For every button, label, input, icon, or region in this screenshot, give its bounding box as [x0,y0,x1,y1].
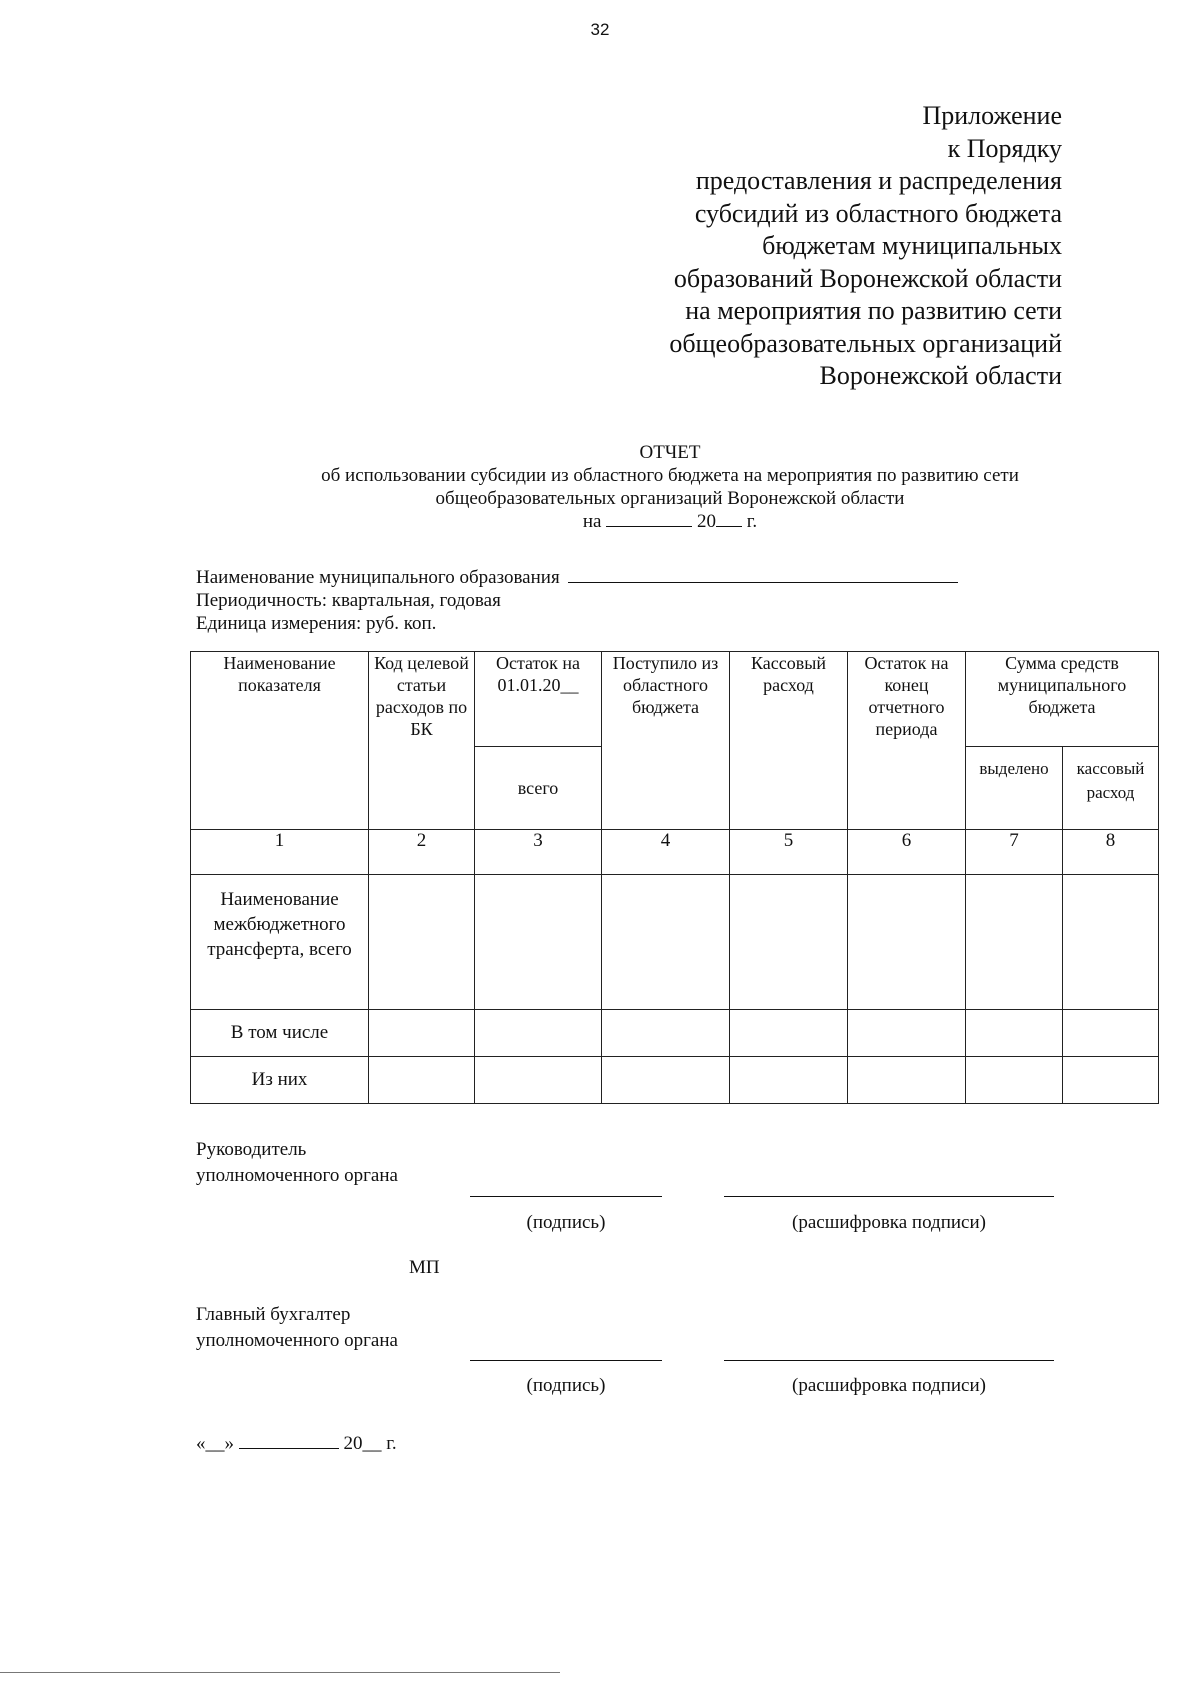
column-number: 1 [191,830,369,875]
table-cell[interactable] [730,875,848,1010]
accountant-decoding-caption: (расшифровка подписи) [792,1375,986,1396]
table-cell[interactable] [1063,1057,1159,1104]
report-date-prefix: на [582,511,602,532]
accountant-decoding-line[interactable] [724,1360,1054,1361]
report-date-blank[interactable] [606,510,692,527]
table-row [191,1010,1159,1057]
appendix-line: бюджетам муниципальных [762,231,1062,260]
footer-date-month-blank[interactable] [239,1432,339,1449]
accountant-signature-line[interactable] [470,1360,662,1361]
accountant-label-line-2: уполномоченного органа [196,1330,398,1351]
table-cell[interactable] [848,1057,966,1104]
table-cell[interactable] [848,1010,966,1057]
column-number: 4 [602,830,730,875]
table-cell[interactable] [730,1010,848,1057]
footer-date-year: 20__ [343,1433,382,1454]
head-label-line-2: уполномоченного органа [196,1165,398,1186]
head-decoding-line[interactable] [724,1196,1054,1197]
header-code: Код целевой статьи расходов по БК [369,652,475,830]
accountant-signature-caption: (подпись) [526,1375,606,1396]
municipality-line [196,566,1096,589]
report-date-suffix: г. [746,511,758,532]
appendix-line: общеобразовательных организаций [669,328,1062,358]
report-table [190,651,1159,1104]
report-date [200,510,1140,533]
footer-date-suffix: г. [386,1433,397,1454]
accountant-signature-label [196,1302,398,1354]
bottom-rule [0,1672,560,1673]
row-label: Наименование межбюджетного трансферта, всего [191,875,369,1010]
table-cell[interactable] [1063,1010,1159,1057]
report-subtitle-1: об использовании субсидии из областного бюджета на мероприятия по развитию сети [321,465,1019,486]
header-municipal-cash: кассовый расход [1063,747,1159,830]
municipality-label: Наименование муниципального образования [196,567,560,588]
column-number: 3 [475,830,602,875]
appendix-block [542,100,1062,393]
table-cell[interactable] [966,1010,1063,1057]
footer-date-day: «__» [196,1433,234,1454]
header-balance-start: Остаток на 01.01.20__ [475,652,602,747]
appendix-line: субсидий из областного бюджета [694,198,1062,228]
report-meta [196,566,1096,635]
table-cell[interactable] [475,1057,602,1104]
table-cell[interactable] [730,1057,848,1104]
appendix-line: Приложение [922,101,1062,130]
table-cell[interactable] [602,875,730,1010]
head-signature-caption: (подпись) [526,1212,606,1233]
table-cell[interactable] [966,875,1063,1010]
header-allocated: выделено [966,747,1063,830]
header-municipal-sum: Сумма средств муниципального бюджета [966,652,1159,747]
header-balance-total: всего [475,747,602,830]
column-number: 2 [369,830,475,875]
report-title: ОТЧЕТ [639,442,701,463]
unit-line: Единица измерения: руб. коп. [196,613,437,634]
page-number: 32 [590,20,610,39]
column-number: 5 [730,830,848,875]
appendix-line: предоставления и распределения [695,166,1062,195]
report-heading [200,441,1140,533]
table-row [191,1057,1159,1104]
head-decoding-caption: (расшифровка подписи) [792,1212,986,1233]
table-cell[interactable] [369,1057,475,1104]
periodicity-line: Периодичность: квартальная, годовая [196,590,501,611]
table-cell[interactable] [602,1057,730,1104]
accountant-label-line-1: Главный бухгалтер [196,1304,351,1325]
head-label-line-1: Руководитель [196,1139,307,1160]
column-number: 6 [848,830,966,875]
header-indicator: Наименование показателя [191,652,369,830]
header-received: Поступило из областного бюджета [602,652,730,830]
report-year-blank[interactable] [716,510,742,527]
municipality-blank[interactable] [568,566,958,583]
row-label: Из них [191,1057,369,1104]
table-cell[interactable] [966,1057,1063,1104]
row-label: В том числе [191,1010,369,1057]
report-subtitle-2: общеобразовательных организаций Воронежской области [435,488,905,509]
column-number: 7 [966,830,1063,875]
appendix-line: к Порядку [947,133,1062,163]
report-date-year: 20 [696,511,716,532]
head-signature-label [196,1137,398,1189]
appendix-line: Воронежской области [819,361,1062,390]
table-cell[interactable] [475,875,602,1010]
appendix-line: на мероприятия по развитию сети [685,296,1062,325]
table-cell[interactable] [369,1010,475,1057]
head-signature-line[interactable] [470,1196,662,1197]
header-balance-end: Остаток на конец отчетного периода [848,652,966,830]
footer-date [196,1432,397,1455]
column-number: 8 [1063,830,1159,875]
table-cell[interactable] [602,1010,730,1057]
table-row [191,875,1159,1010]
appendix-line: образований Воронежской области [673,263,1062,293]
table-cell[interactable] [475,1010,602,1057]
table-cell[interactable] [1063,875,1159,1010]
stamp-place: МП [409,1257,440,1278]
table-cell[interactable] [848,875,966,1010]
table-cell[interactable] [369,875,475,1010]
header-cash-expense: Кассовый расход [730,652,848,830]
